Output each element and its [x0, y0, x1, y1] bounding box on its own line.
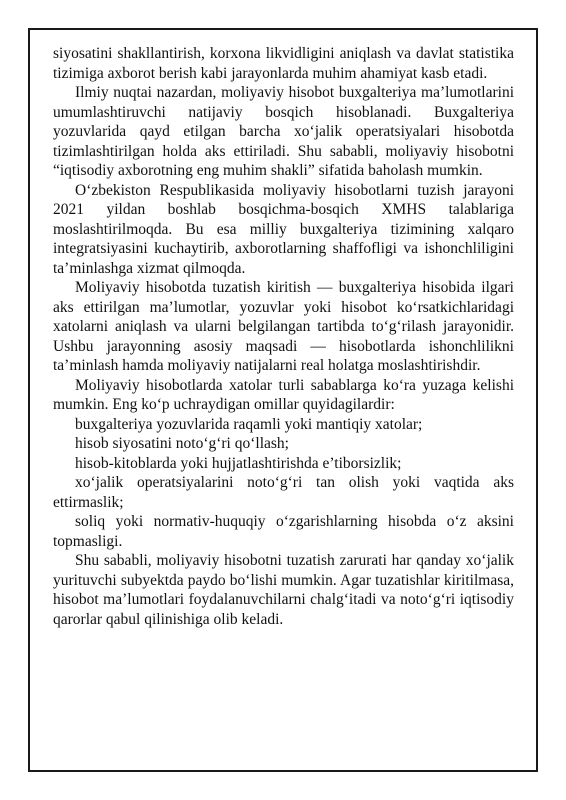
list-item: hisob siyosatini noto‘g‘ri qo‘llash; [75, 435, 289, 452]
paragraph-5: Moliyaviy hisobotlarda xatolar turli sabablarga ko‘ra yuzaga kelishi mumkin. Eng ko‘p uchraydigan omillar quyidagilardir: [53, 376, 514, 413]
list-item: xo‘jalik operatsiyalarini noto‘g‘ri tan olish yoki vaqtida aks ettirmaslik; [53, 474, 514, 511]
paragraph-2: Ilmiy nuqtai nazardan, moliyaviy hisobot buxgalteriya ma’lumotlarini umumlashtiruvchi natijaviy bosqich hisoblanadi. Buxgalteriya yozuvlarida qayd etilgan barcha xo‘jalik operatsiyalari hisobotda tizimlashtirilgan holda aks ettiriladi. Shu sababli, moliyaviy hisobotni “iqtisodiy axborotning eng muhim shakli” sifatida baholash mumkin. [53, 84, 514, 179]
list-item: buxgalteriya yozuvlarida raqamli yoki mantiqiy xatolar; [75, 415, 423, 433]
paragraph-1: siyosatini shakllantirish, korxona likvidligini aniqlash va davlat statistika tizimiga axborot berish kabi jarayonlarda muhim ahamiyat kasb etadi. [53, 45, 514, 82]
paragraph-3: O‘zbekiston Respublikasida moliyaviy hisobotlarni tuzish jarayoni 2021 yildan boshlab bosqichma-bosqich XMHS talablariga moslashtirilmoqda. Bu esa milliy buxgalteriya tizimining xalqaro integratsiyasini kuchaytirib, axborotlarning shaffofligi va ishonchliligini ta’minlashga xizmat qilmoqda. [53, 181, 514, 277]
closing-paragraph: Shu sababli, moliyaviy hisobotni tuzatish zarurati har qanday xo‘jalik yurituvchi subyektda paydo bo‘lishi mumkin. Agar tuzatishlar kiritilmasa, hisobot ma’lumotlari foydalanuvchilarni chalg‘itadi va noto‘g‘ri iqtisodiy qarorlar qabul qilinishiga olib keladi. [53, 552, 514, 628]
list-item: soliq yoki normativ-huquqiy o‘zgarishlarning hisobda o‘z aksini topmasligi. [53, 513, 514, 550]
list-item: hisob-kitoblarda yoki hujjatlashtirishda e’tiborsizlik; [75, 454, 402, 472]
document-body [53, 44, 514, 629]
paragraph-4: Moliyaviy hisobotda tuzatish kiritish — buxgalteriya hisobida ilgari aks ettirilgan ma’lumotlar, yozuvlar yoki hisobot ko‘rsatkichlaridagi xatolarni aniqlash va ularni belgilangan tartibda to‘g‘rilash jarayonidir. Ushbu jarayonning asosiy maqsadi — hisobotlarda ishonchlilikni ta’minlash hamda moliyaviy natijalarni real holatga moslashtirishdir. [53, 279, 514, 374]
